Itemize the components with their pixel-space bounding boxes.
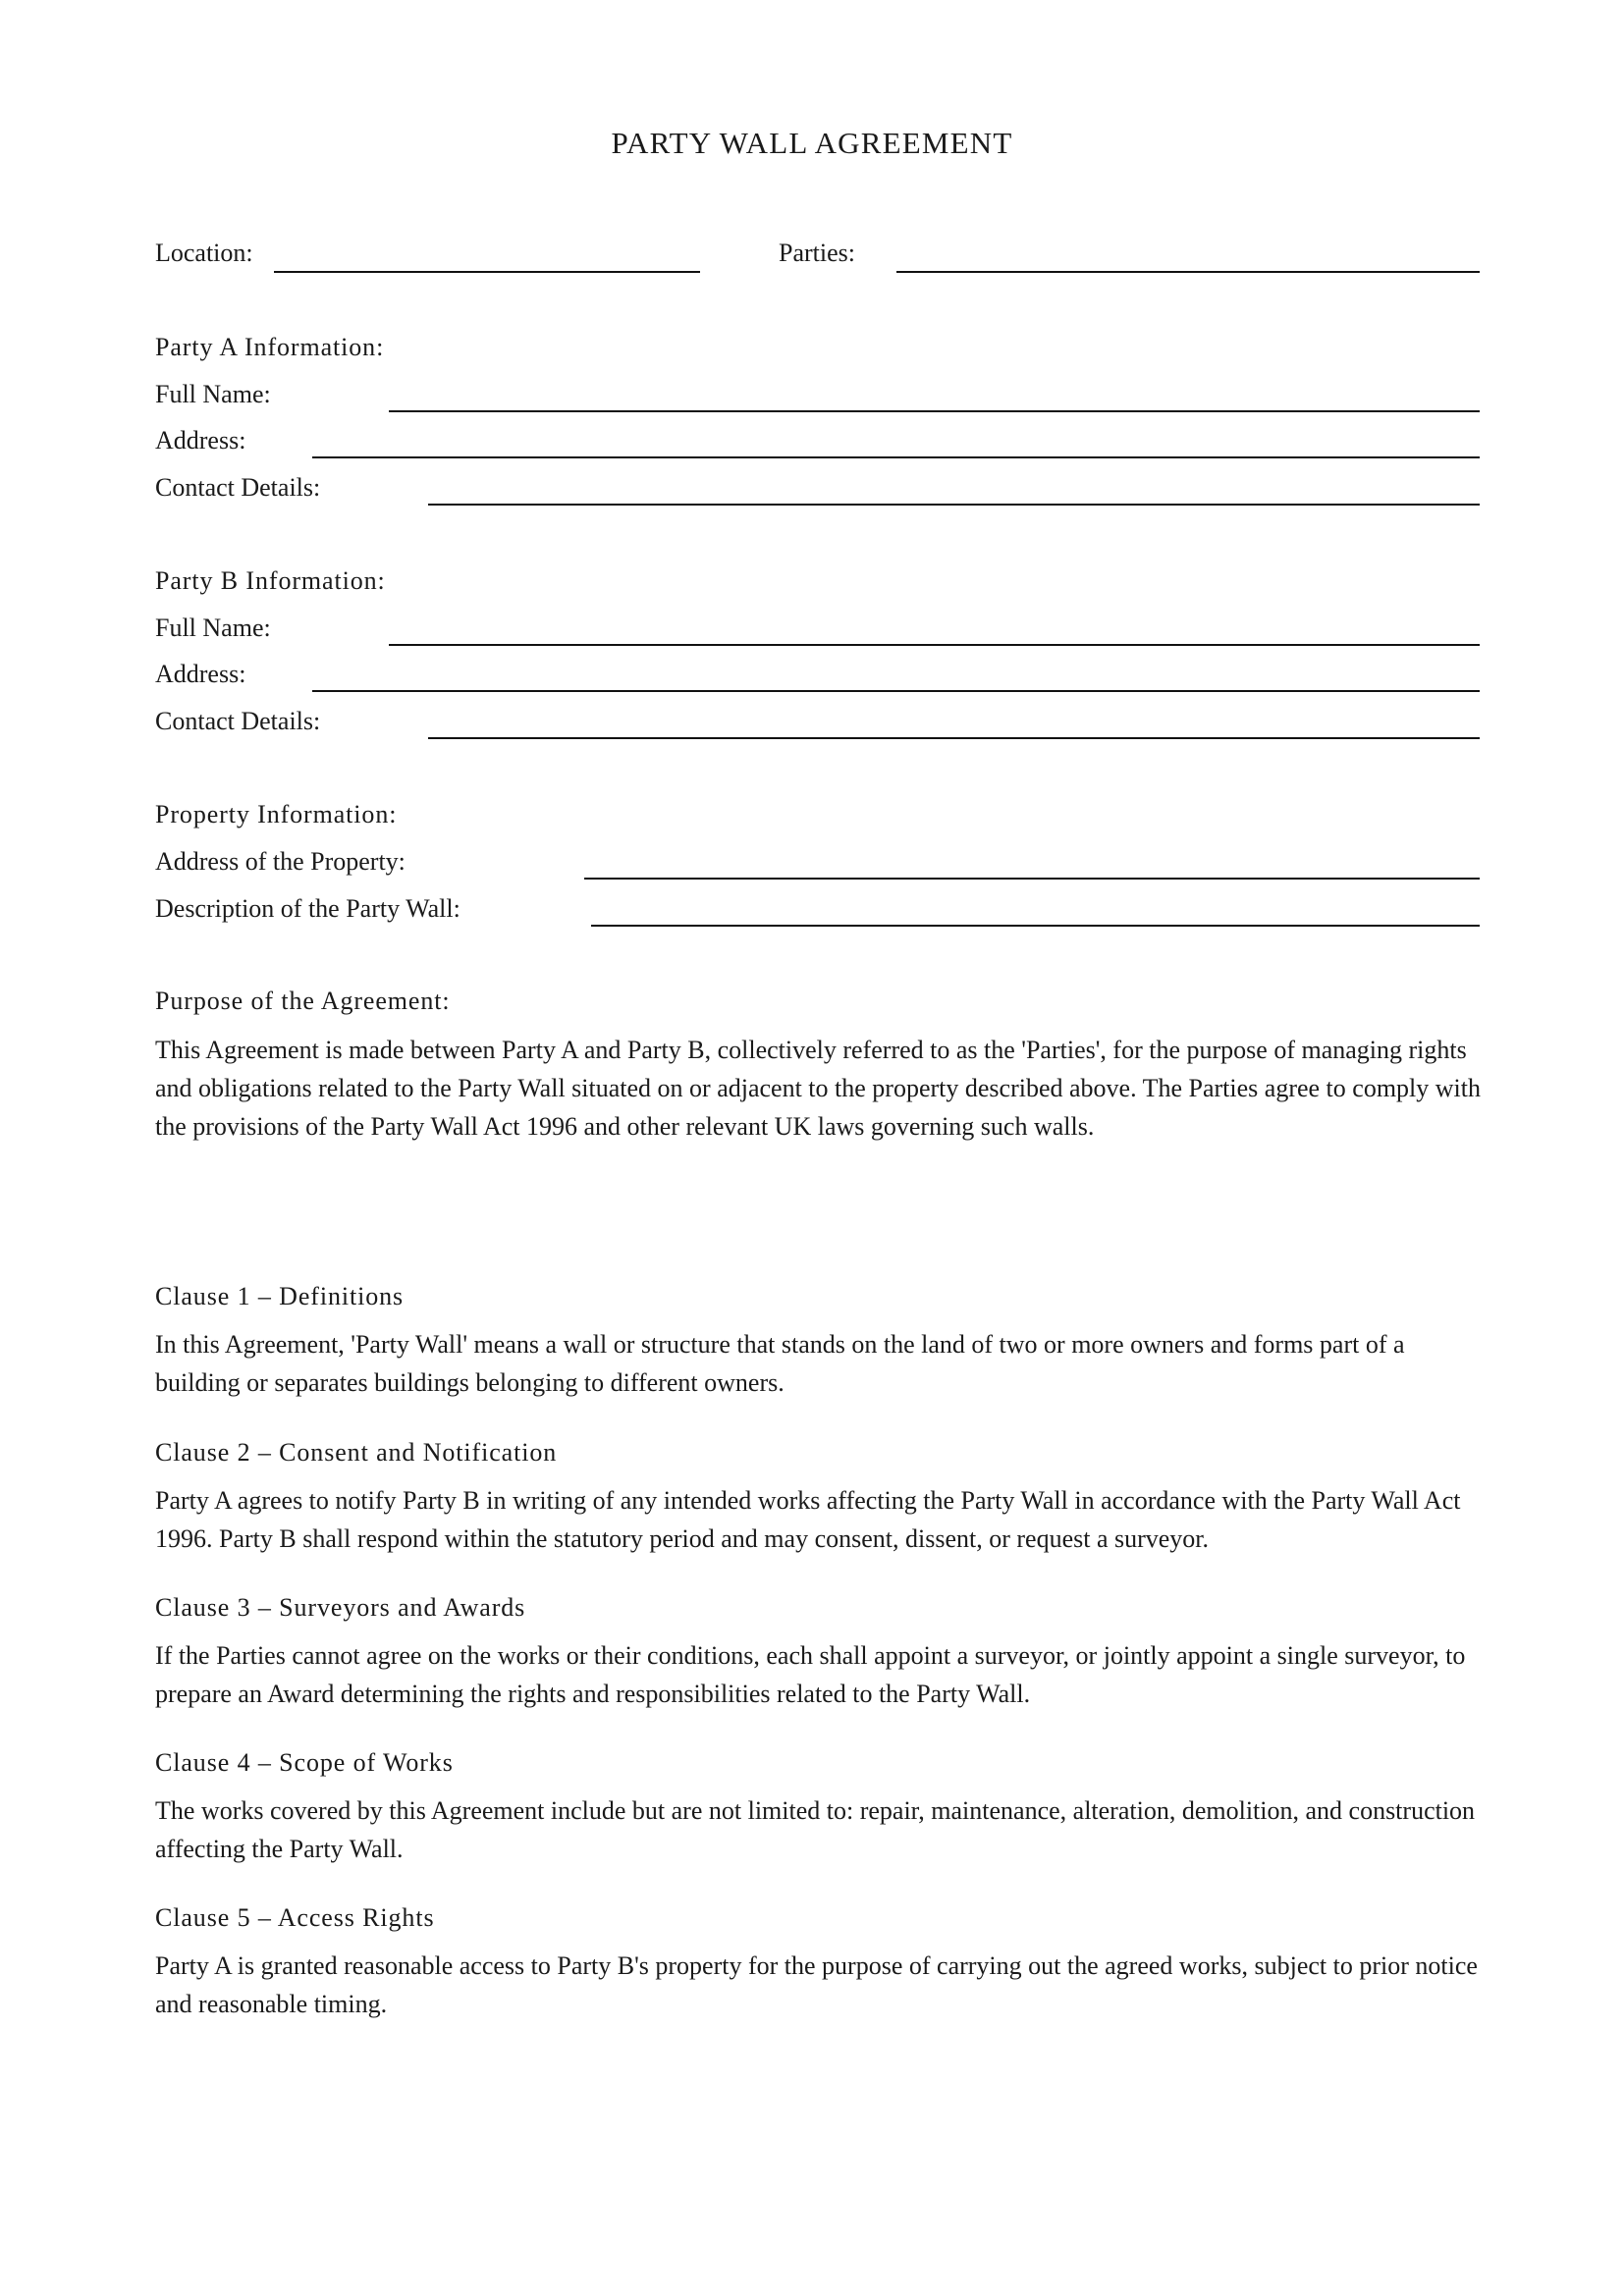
purpose-text: This Agreement is made between Party A and Party B, collectively referred to as the 'Parties', for the purpose of managing rights and obligations related to the Party Wall situated on or adjacent to the property described above. The Parties agree to comply with the provisions of the Party Wall Act 1996 and other relevant UK laws governing such walls. — [155, 1036, 1481, 1141]
clause-3-text: If the Parties cannot agree on the works or their conditions, each shall appoint a surveyor, or jointly appoint a single surveyor, to prepare an Award determining the rights and responsibilities related to the Party Wall. — [155, 1641, 1466, 1708]
location-label: Location: — [155, 239, 253, 267]
clause-4-heading: Clause 4 – Scope of Works — [155, 1748, 454, 1777]
party-wall-description-label: Description of the Party Wall: — [155, 894, 460, 923]
party-wall-description-field[interactable] — [591, 925, 1480, 927]
party-b-contact-label: Contact Details: — [155, 707, 321, 735]
party-a-heading: Party A Information: — [155, 333, 385, 361]
parties-label: Parties: — [779, 239, 855, 267]
clause-2-heading: Clause 2 – Consent and Notification — [155, 1438, 558, 1467]
property-address-field[interactable] — [584, 878, 1480, 880]
party-a-full-name-field[interactable] — [389, 410, 1480, 412]
location-field[interactable] — [274, 271, 700, 273]
party-b-address-field[interactable] — [312, 690, 1480, 692]
clause-2-text: Party A agrees to notify Party B in writing of any intended works affecting the Party Wall in accordance with the Party Wall Act 1996. Party B shall respond within the statutory period and may consent, dissent, or request a surveyor. — [155, 1486, 1461, 1553]
party-b-contact-field[interactable] — [428, 737, 1480, 739]
property-address-label: Address of the Property: — [155, 847, 406, 876]
party-a-address-label: Address: — [155, 426, 246, 454]
clause-1-heading: Clause 1 – Definitions — [155, 1282, 405, 1310]
property-heading: Property Information: — [155, 800, 398, 828]
party-a-contact-field[interactable] — [428, 504, 1480, 506]
page-title: PARTY WALL AGREEMENT — [611, 126, 1013, 160]
clause-4-text: The works covered by this Agreement include but are not limited to: repair, maintenance, alteration, demolition, and construction affecting the Party Wall. — [155, 1796, 1476, 1863]
party-b-address-label: Address: — [155, 660, 246, 688]
clause-5-heading: Clause 5 – Access Rights — [155, 1903, 435, 1932]
purpose-heading: Purpose of the Agreement: — [155, 987, 451, 1015]
party-b-heading: Party B Information: — [155, 566, 386, 595]
party-b-full-name-field[interactable] — [389, 644, 1480, 646]
party-a-address-field[interactable] — [312, 456, 1480, 458]
party-b-full-name-label: Full Name: — [155, 614, 271, 642]
parties-field[interactable] — [896, 271, 1480, 273]
party-a-full-name-label: Full Name: — [155, 380, 271, 408]
party-a-contact-label: Contact Details: — [155, 473, 321, 502]
clause-5-text: Party A is granted reasonable access to Party B's property for the purpose of carrying out the agreed works, subject to prior notice and reasonable timing. — [155, 1951, 1478, 2018]
clause-3-heading: Clause 3 – Surveyors and Awards — [155, 1593, 526, 1622]
clause-1-text: In this Agreement, 'Party Wall' means a wall or structure that stands on the land of two or more owners and forms part of a building or separates buildings belonging to different owners. — [155, 1330, 1405, 1397]
